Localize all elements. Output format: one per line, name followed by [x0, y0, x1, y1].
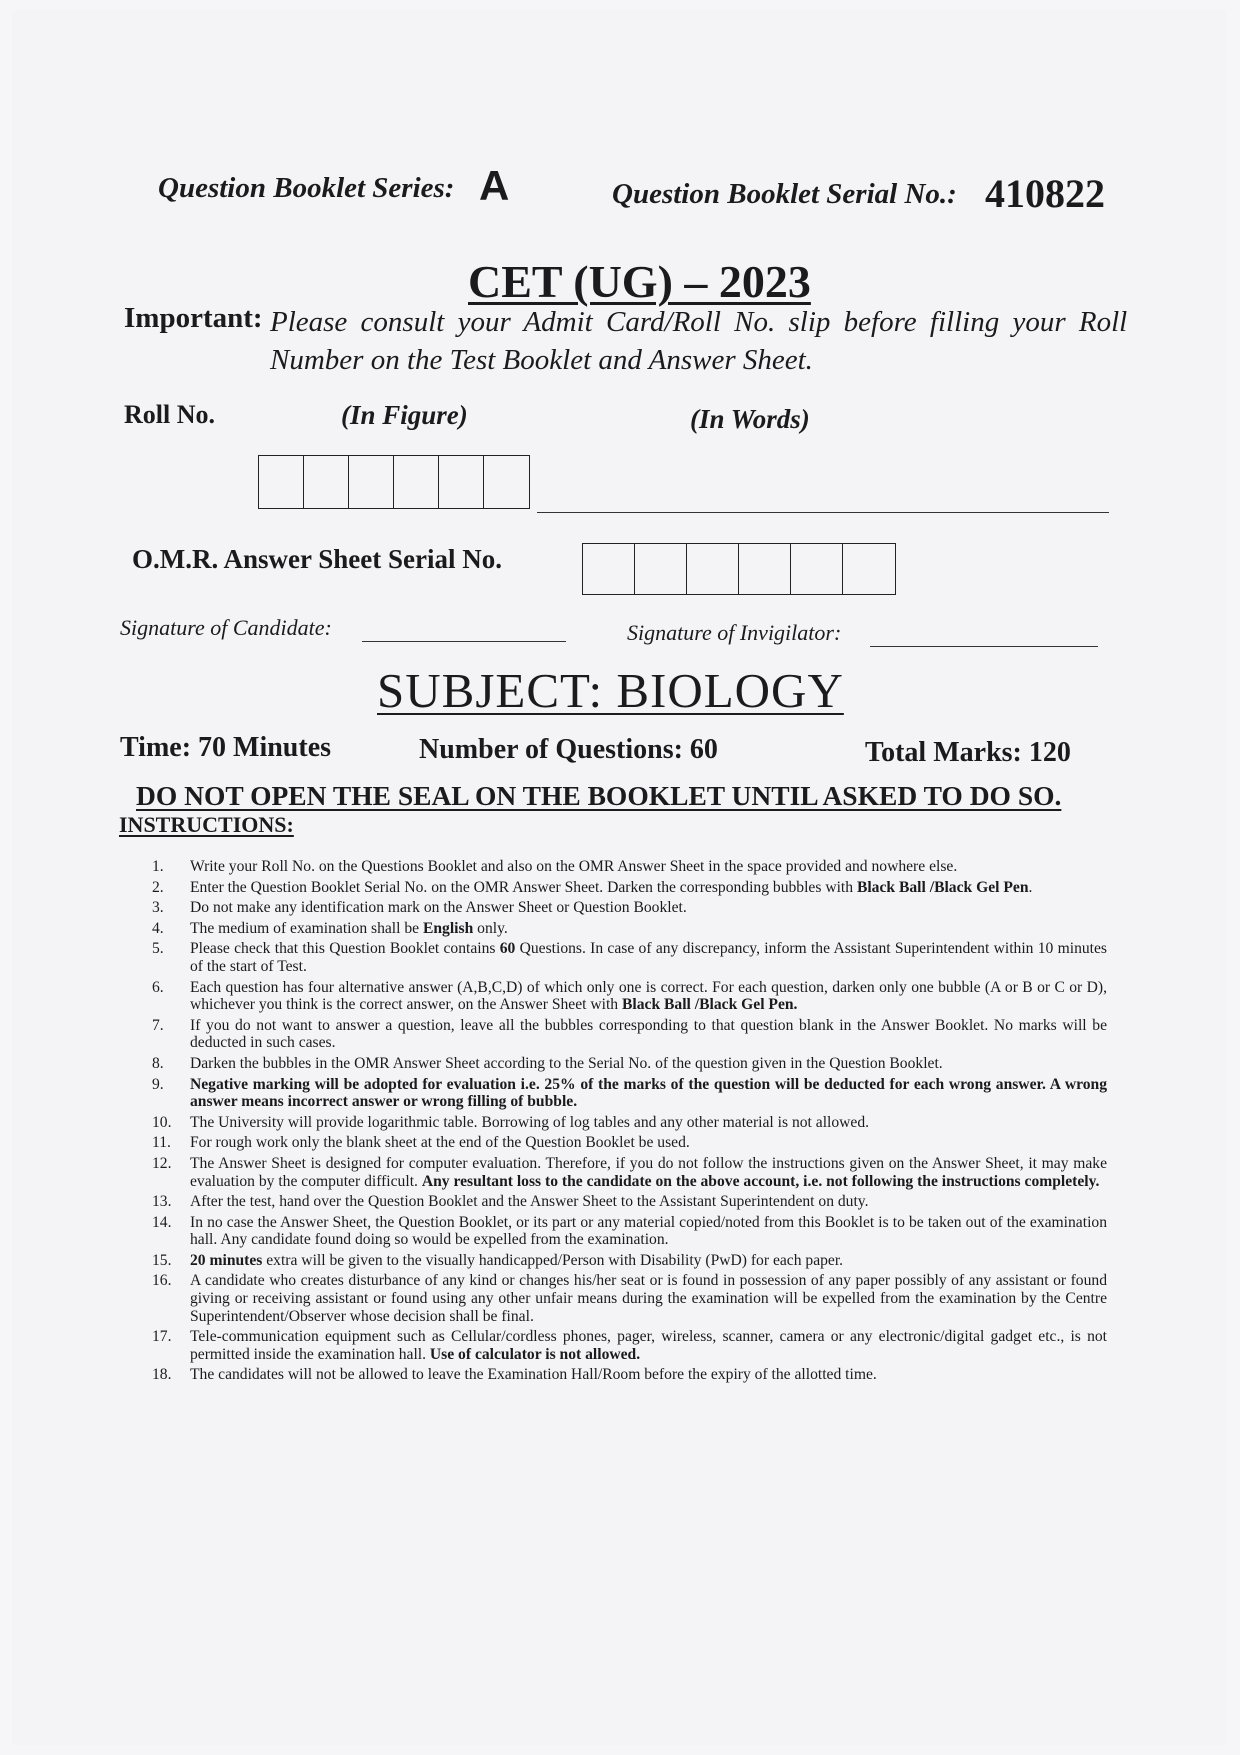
instruction-number: 17. [152, 1328, 172, 1346]
instruction-item [152, 979, 1107, 1014]
instruction-number: 9. [152, 1075, 164, 1093]
omr-serial-box[interactable] [791, 544, 843, 594]
instruction-text [190, 1134, 1107, 1152]
roll-number-label: Roll No. [124, 400, 215, 429]
instruction-text [190, 899, 1107, 917]
instruction-item [152, 1193, 1107, 1211]
instruction-number: 16. [152, 1272, 172, 1290]
instruction-number: 4. [152, 919, 164, 937]
instruction-item [152, 1114, 1107, 1132]
instruction-text-part: In no case the Answer Sheet, the Question Booklet, or its part or any material copied/noted from this Booklet is to be taken out of the examination hall. Any candidate found doing so would be expelled from the examination. [190, 1213, 1107, 1249]
instructions-list [152, 858, 1107, 1387]
instruction-text [190, 1272, 1107, 1325]
candidate-signature-line[interactable] [362, 641, 566, 642]
instruction-text-part: extra will be given to the visually handicapped/Person with Disability (PwD) for each paper. [262, 1251, 844, 1269]
omr-serial-boxes[interactable] [582, 543, 896, 595]
instruction-text [190, 940, 1107, 975]
booklet-serial-label: Question Booklet Serial No.: [612, 178, 957, 210]
instruction-text [190, 1076, 1107, 1111]
instruction-number: 10. [152, 1113, 172, 1131]
booklet-cover-page [12, 10, 1227, 1745]
instruction-text-part: The medium of examination shall be [190, 919, 423, 937]
instruction-text-bold: English [422, 919, 474, 937]
instruction-item [152, 1155, 1107, 1190]
instruction-text-part: Enter the Question Booklet Serial No. on the OMR Answer Sheet. Darken the corresponding bubbles with [190, 878, 857, 896]
instruction-text [190, 879, 1107, 897]
instruction-text-part: Darken the bubbles in the OMR Answer Sheet according to the Serial No. of the question given in the Question Booklet. [190, 1054, 943, 1072]
roll-in-figure-label: (In Figure) [341, 400, 468, 430]
instruction-item [152, 1252, 1107, 1270]
seal-warning: DO NOT OPEN THE SEAL ON THE BOOKLET UNTIL ASKED TO DO SO. [136, 780, 1062, 811]
instruction-number: 6. [152, 978, 164, 996]
instruction-text-part: Questions. In case of any discrepancy, inform the Assistant Superintendent within 10 minutes of the start of Test. [190, 940, 1107, 975]
instruction-text-bold: Use of calculator is not allowed. [429, 1345, 641, 1363]
instruction-text [190, 1017, 1107, 1052]
instruction-item [152, 1055, 1107, 1073]
instruction-item [152, 1134, 1107, 1152]
instruction-text-part: If you do not want to answer a question, leave all the bubbles corresponding to that question blank in the Answer Booklet. No marks will be deducted in such cases. [190, 1016, 1107, 1052]
instruction-text-part: Write your Roll No. on the Questions Booklet and also on the OMR Answer Sheet in the space provided and nowhere else. [190, 858, 958, 875]
instruction-number: 2. [152, 878, 164, 896]
instruction-item [152, 1328, 1107, 1363]
instruction-item [152, 879, 1107, 897]
instruction-text-part: Do not make any identification mark on the Answer Sheet or Question Booklet. [190, 899, 687, 917]
instruction-text-bold: Black Ball /Black Gel Pen. [622, 996, 798, 1014]
instruction-text-bold: Black Ball /Black Gel Pen [856, 878, 1029, 896]
instruction-text-bold: Negative marking will be adopted for evaluation i.e. 25% of the marks of the question will be deducted for each wrong answer. A wrong answer means incorrect answer or wrong filling of bubble. [190, 1075, 1107, 1111]
instruction-text-bold: 20 minutes [190, 1251, 263, 1269]
instruction-text-part: The Answer Sheet is designed for computer evaluation. Therefore, if you do not follow the instructions given on the Answer Sheet, it may make evaluation by the computer difficult. [190, 1154, 1107, 1190]
instruction-text [190, 1214, 1107, 1249]
instructions-heading: INSTRUCTIONS: [119, 812, 294, 837]
instruction-text-part: Each question has four alternative answer (A,B,C,D) of which only one is correct. For each question, darken only one bubble (A or B or C or D), whichever you think is the correct answer, on the Answer Sheet with [190, 978, 1107, 1014]
instruction-number: 5. [152, 940, 164, 958]
instruction-text [190, 1366, 1107, 1384]
booklet-series-label: Question Booklet Series: [158, 172, 455, 204]
omr-serial-box[interactable] [739, 544, 791, 594]
instruction-number: 13. [152, 1193, 172, 1211]
total-marks: Total Marks: 120 [865, 737, 1071, 768]
question-count: Number of Questions: 60 [419, 734, 718, 765]
instruction-text [190, 920, 1107, 938]
roll-number-boxes[interactable] [258, 455, 530, 509]
instruction-number: 15. [152, 1251, 172, 1269]
instruction-text [190, 1193, 1107, 1211]
instruction-number: 11. [152, 1134, 171, 1152]
instruction-text-bold: Any resultant loss to the candidate on the above account, i.e. not following the instructions completely. [421, 1172, 1100, 1190]
booklet-series-value: A [479, 162, 510, 209]
omr-serial-box[interactable] [583, 544, 635, 594]
instruction-text-part: . [1028, 878, 1033, 896]
exam-title: CET (UG) – 2023 [468, 256, 811, 307]
important-note-line-2: Number on the Test Booklet and Answer Sheet. [270, 344, 813, 376]
important-label: Important: [124, 302, 263, 334]
instruction-number: 18. [152, 1366, 172, 1384]
instruction-number: 14. [152, 1213, 172, 1231]
roll-number-box[interactable] [394, 456, 439, 508]
subject-title: SUBJECT: BIOLOGY [377, 663, 844, 718]
instruction-item [152, 858, 1107, 876]
booklet-serial-value: 410822 [985, 171, 1105, 216]
instruction-text-part: After the test, hand over the Question Booklet and the Answer Sheet to the Assistant Superintendent on duty. [190, 1193, 869, 1211]
instruction-item [152, 1017, 1107, 1052]
instruction-text-part: The University will provide logarithmic table. Borrowing of log tables and any other material is not allowed. [190, 1113, 870, 1131]
instruction-number: 8. [152, 1054, 164, 1072]
omr-serial-box[interactable] [687, 544, 739, 594]
instruction-item [152, 1076, 1107, 1111]
roll-in-words-line[interactable] [537, 512, 1109, 513]
instruction-number: 3. [152, 899, 164, 917]
instruction-number: 7. [152, 1016, 164, 1034]
roll-number-box[interactable] [484, 456, 529, 508]
instruction-text [190, 1155, 1107, 1190]
exam-duration: Time: 70 Minutes [120, 732, 332, 763]
instruction-text-part: only. [473, 919, 508, 937]
instruction-text [190, 1114, 1107, 1132]
instruction-text-part: Please check that this Question Booklet contains [190, 940, 500, 958]
invigilator-signature-label: Signature of Invigilator: [627, 620, 842, 645]
instruction-text-part: Tele-communication equipment such as Cellular/cordless phones, pager, wireless, scanner, camera or any electronic/digital gadget etc., is not permitted inside the examination hall. [190, 1328, 1107, 1363]
instruction-text [190, 1328, 1107, 1363]
roll-number-box[interactable] [349, 456, 394, 508]
instruction-number: 12. [152, 1154, 172, 1172]
instruction-text-part: A candidate who creates disturbance of any kind or changes his/her seat or is found in possession of any paper possibly of any assistant or found giving or receiving assistant or found using any other unfair means during the examination will be expelled from the examination by the Centre Superintendent/Observer whose decision shall be final. [190, 1272, 1107, 1325]
instruction-text-part: For rough work only the blank sheet at the end of the Question Booklet be used. [190, 1134, 690, 1152]
instruction-text [190, 858, 1107, 876]
instruction-text-part: The candidates will not be allowed to leave the Examination Hall/Room before the expiry of the allotted time. [190, 1366, 877, 1384]
roll-in-words-label: (In Words) [690, 404, 810, 434]
roll-number-box[interactable] [304, 456, 349, 508]
invigilator-signature-line[interactable] [870, 646, 1098, 647]
instruction-item [152, 1272, 1107, 1325]
omr-serial-box[interactable] [843, 544, 895, 594]
instruction-item [152, 1214, 1107, 1249]
candidate-signature-label: Signature of Candidate: [120, 615, 332, 640]
instruction-text [190, 1252, 1107, 1270]
roll-number-box[interactable] [259, 456, 304, 508]
instruction-item [152, 920, 1107, 938]
omr-serial-label: O.M.R. Answer Sheet Serial No. [132, 544, 502, 574]
important-note-line-1: Please consult your Admit Card/Roll No. slip before filling your Roll [270, 306, 1128, 338]
instruction-text [190, 979, 1107, 1014]
instruction-number: 1. [152, 858, 164, 875]
instruction-item [152, 899, 1107, 917]
instruction-item [152, 940, 1107, 975]
roll-number-box[interactable] [439, 456, 484, 508]
omr-serial-box[interactable] [635, 544, 687, 594]
instruction-text [190, 1055, 1107, 1073]
instruction-item [152, 1366, 1107, 1384]
instruction-text-bold: 60 [499, 940, 516, 958]
